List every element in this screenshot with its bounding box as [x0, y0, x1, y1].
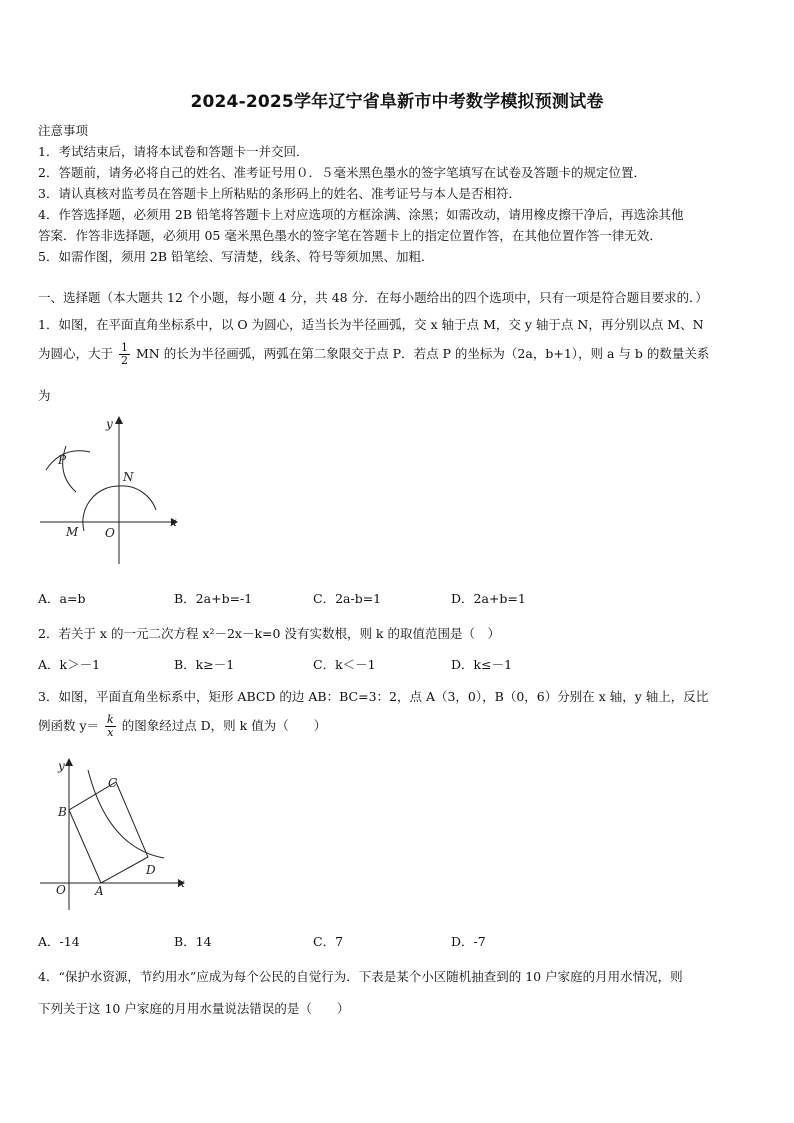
- q1-option-d: D．2a+b=1: [451, 591, 526, 606]
- page-title: 2024-2025学年辽宁省阜新市中考数学模拟预测试卷: [190, 92, 604, 112]
- notice-item-2: 2．答题前，请务必将自己的姓名、准考证号用０．５毫米黑色墨水的签字笔填写在试卷及答题卡的规定位置．: [38, 165, 646, 180]
- q3-label-b: B: [58, 805, 67, 819]
- notice-item-5: 5．如需作图，须用 2B 铅笔绘、写清楚，线条、符号等须加黑、加粗．: [38, 249, 434, 264]
- q1-option-a: A．a=b: [38, 591, 86, 606]
- notice-item-4-cont: 答案．作答非选择题，必须用 05 毫米黑色墨水的签字笔在答题卡上的指定位置作答，在其他位置作答一律无效．: [38, 228, 662, 243]
- q1-frac-denominator: 2: [121, 354, 128, 367]
- q3-label-a: A: [95, 884, 104, 898]
- q2-option-b: B．k≥－1: [174, 657, 235, 672]
- q3-stem-line2: [38, 714, 326, 739]
- q1-label-n: N: [123, 470, 134, 484]
- q1-stem-line2-post: MN 的长为半径画弧，两弧在第二象限交于点 P．若点 P 的坐标为（2a，b+1），则 a 与 b 的数量关系: [135, 346, 710, 361]
- q3-option-d: D．-7: [451, 934, 486, 949]
- q1-stem-line3: 为: [38, 388, 51, 403]
- q1-frac-numerator: 1: [121, 341, 128, 354]
- q3-option-c: C．7: [313, 934, 344, 949]
- q3-stem-line2-post: 的图象经过点 D，则 k 值为（ ）: [121, 718, 327, 733]
- q1-option-c: C．2a-b=1: [313, 591, 382, 606]
- q3-frac-denominator: x: [107, 726, 114, 739]
- q1-label-p: P: [58, 453, 67, 467]
- q3-fraction: [105, 714, 116, 739]
- q2-option-d: D．k≤－1: [451, 657, 513, 672]
- notice-heading: 注意事项: [38, 123, 89, 138]
- q3-frac-numerator: k: [107, 713, 114, 726]
- q2-option-c: C．k＜－1: [313, 657, 376, 672]
- q3-label-y: y: [58, 759, 65, 773]
- q3-label-x: x: [178, 876, 185, 890]
- notice-item-4: 4．作答选择题，必须用 2B 铅笔将答题卡上对应选项的方框涂满、涂黑；如需改动，请用橡皮擦干净后，再选涂其他: [38, 207, 684, 222]
- q1-stem-line1: 1．如图，在平面直角坐标系中，以 O 为圆心，适当长为半径画弧，交 x 轴于点 M，交 y 轴于点 N，再分别以点 M、N: [38, 317, 704, 332]
- q3-label-o: O: [56, 883, 66, 897]
- q1-stem-line2-pre: 为圆心，大于: [38, 346, 114, 361]
- q1-label-m: M: [66, 525, 79, 539]
- q1-label-y: y: [106, 417, 113, 431]
- q3-stem-line1: 3．如图，平面直角坐标系中，矩形 ABCD 的边 AB：BC=3：2，点 A（3，0），B（0，6）分别在 x 轴，y 轴上，反比: [38, 689, 709, 704]
- q1-label-x: x: [170, 515, 177, 529]
- q1-figure: [36, 412, 196, 570]
- q2-stem: 2．若关于 x 的一元二次方程 x²－2x－k=0 没有实数根，则 k 的取值范围是（ ）: [38, 626, 500, 641]
- notice-item-3: 3．请认真核对监考员在答题卡上所粘贴的条形码上的姓名、准考证号与本人是否相符．: [38, 186, 521, 201]
- q3-label-c: C: [108, 776, 118, 790]
- q1-option-b: B．2a+b=-1: [174, 591, 253, 606]
- q3-option-b: B．14: [174, 934, 212, 949]
- q4-stem-line1: 4．“保护水资源，节约用水”应成为每个公民的自觉行为．下表是某个小区随机抽查到的 10 户家庭的月用水情况，则: [38, 969, 683, 984]
- q1-fraction: [119, 342, 130, 367]
- q3-stem-line2-pre: 例函数 y＝: [38, 718, 100, 733]
- section-heading: 一、选择题（本大题共 12 个小题，每小题 4 分，共 48 分．在每小题给出的四个选项中，只有一项是符合题目要求的．）: [38, 290, 708, 305]
- q4-stem-line2: 下列关于这 10 户家庭的月用水量说法错误的是（ ）: [38, 1001, 350, 1016]
- notice-item-1: 1．考试结束后，请将本试卷和答题卡一并交回．: [38, 144, 309, 159]
- q3-label-d: D: [146, 863, 156, 877]
- q1-label-o: O: [105, 526, 115, 540]
- q3-option-a: A．-14: [38, 934, 80, 949]
- q3-figure: [36, 752, 196, 914]
- q1-stem-line2: [38, 342, 709, 367]
- q2-option-a: A．k＞－1: [38, 657, 101, 672]
